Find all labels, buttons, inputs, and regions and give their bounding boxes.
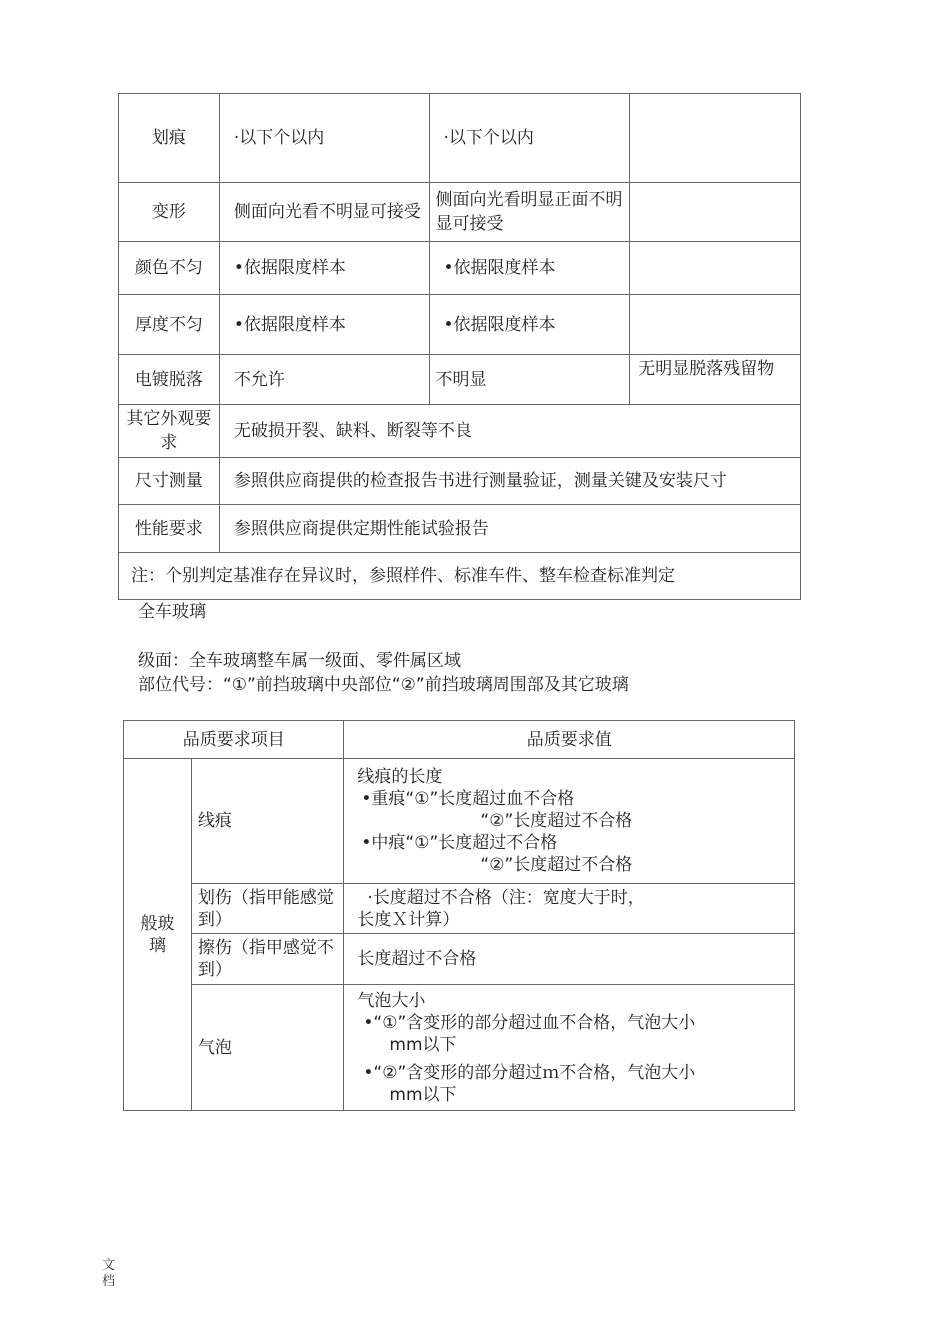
value-line: •“①”含变形的部分超过血不合格，气泡大小 xyxy=(363,1012,696,1033)
grade3-cell xyxy=(630,242,801,295)
item-label: 气泡 xyxy=(191,985,344,1111)
grade3-cell xyxy=(630,94,801,183)
table-row xyxy=(119,553,801,600)
value-line: 长度超过不合格 xyxy=(357,949,477,969)
table-row xyxy=(119,94,801,183)
level-text: 级面：全车玻璃整车属一级面、零件属区域 xyxy=(138,651,461,671)
grade1-cell: 侧面向光看不明显可接受 xyxy=(219,183,429,242)
grade3-cell xyxy=(630,183,801,242)
grade1-cell: •依据限度样本 xyxy=(219,295,429,355)
grade2-cell: •依据限度样本 xyxy=(429,242,630,295)
table-note: 注：个别判定基准存在异议时，参照样件、标准车件、整车检查标准判定 xyxy=(119,553,801,600)
group-label: 般玻璃 xyxy=(124,759,192,1111)
header-value: 品质要求值 xyxy=(344,721,795,759)
grade2-cell: •依据限度样本 xyxy=(429,295,630,355)
item-label: 线痕 xyxy=(191,759,344,884)
value-cell xyxy=(344,934,795,985)
table-row xyxy=(124,884,795,934)
table-header-row xyxy=(124,721,795,759)
grade1-cell: 不允许 xyxy=(219,355,429,405)
value-cell xyxy=(344,759,795,884)
value-line: 长度Ｘ计算） xyxy=(357,909,460,930)
grade3-cell xyxy=(630,295,801,355)
table-row xyxy=(119,355,801,405)
row-label: 划痕 xyxy=(119,94,220,183)
item-label: 划伤（指甲能感觉到） xyxy=(191,884,344,934)
table-row xyxy=(119,183,801,242)
table-row xyxy=(119,242,801,295)
table-row xyxy=(124,934,795,985)
table-row xyxy=(124,985,795,1111)
row-label: 颜色不匀 xyxy=(119,242,220,295)
table-row xyxy=(124,759,795,884)
value-line: 线痕的长度 xyxy=(357,767,443,787)
requirement-cell: 参照供应商提供定期性能试验报告 xyxy=(219,505,800,553)
appearance-standard-table xyxy=(118,93,801,600)
requirement-cell: 参照供应商提供的检查报告书进行测量验证，测量关键及安装尺寸 xyxy=(219,458,800,505)
grade2-cell: 侧面向光看明显正面不明显可接受 xyxy=(429,183,630,242)
row-label: 变形 xyxy=(119,183,220,242)
value-line: 气泡大小 xyxy=(357,990,426,1011)
grade2-cell: ·以下个以内 xyxy=(429,94,630,183)
header-item: 品质要求项目 xyxy=(124,721,344,759)
table-row xyxy=(119,295,801,355)
table-row xyxy=(119,505,801,553)
value-cell xyxy=(344,985,795,1111)
row-label: 厚度不匀 xyxy=(119,295,220,355)
table-row xyxy=(119,405,801,458)
value-line: mm以下 xyxy=(389,1084,457,1105)
row-label: 尺寸测量 xyxy=(119,458,220,505)
footer-label: 文档 xyxy=(102,1258,116,1289)
glass-quality-table xyxy=(123,720,795,1111)
value-line: ·长度超过不合格（注：宽度大于时， xyxy=(367,887,645,908)
grade2-cell: 不明显 xyxy=(429,355,630,405)
section-title: 全车玻璃 xyxy=(138,602,206,622)
value-line: “②”长度超过不合格 xyxy=(480,811,633,831)
value-line: “②”长度超过不合格 xyxy=(480,855,633,875)
requirement-cell: 无破损开裂、缺料、断裂等不良 xyxy=(219,405,800,458)
table-row xyxy=(119,458,801,505)
row-label: 性能要求 xyxy=(119,505,220,553)
item-label: 擦伤（指甲感觉不到） xyxy=(191,934,344,985)
grade3-cell: 无明显脱落残留物 xyxy=(630,355,801,405)
value-cell xyxy=(344,884,795,934)
grade1-cell: •依据限度样本 xyxy=(219,242,429,295)
row-label: 电镀脱落 xyxy=(119,355,220,405)
row-label: 其它外观要求 xyxy=(119,405,220,458)
value-line: •重痕“①”长度超过血不合格 xyxy=(361,789,575,809)
code-text: 部位代号：“①”前挡玻璃中央部位“②”前挡玻璃周围部及其它玻璃 xyxy=(138,675,629,695)
grade1-cell: ·以下个以内 xyxy=(219,94,429,183)
value-line: •中痕“①”长度超过不合格 xyxy=(361,833,558,853)
value-line: mm以下 xyxy=(389,1034,457,1055)
value-line: •“②”含变形的部分超过ｍ不合格，气泡大小 xyxy=(363,1062,696,1083)
